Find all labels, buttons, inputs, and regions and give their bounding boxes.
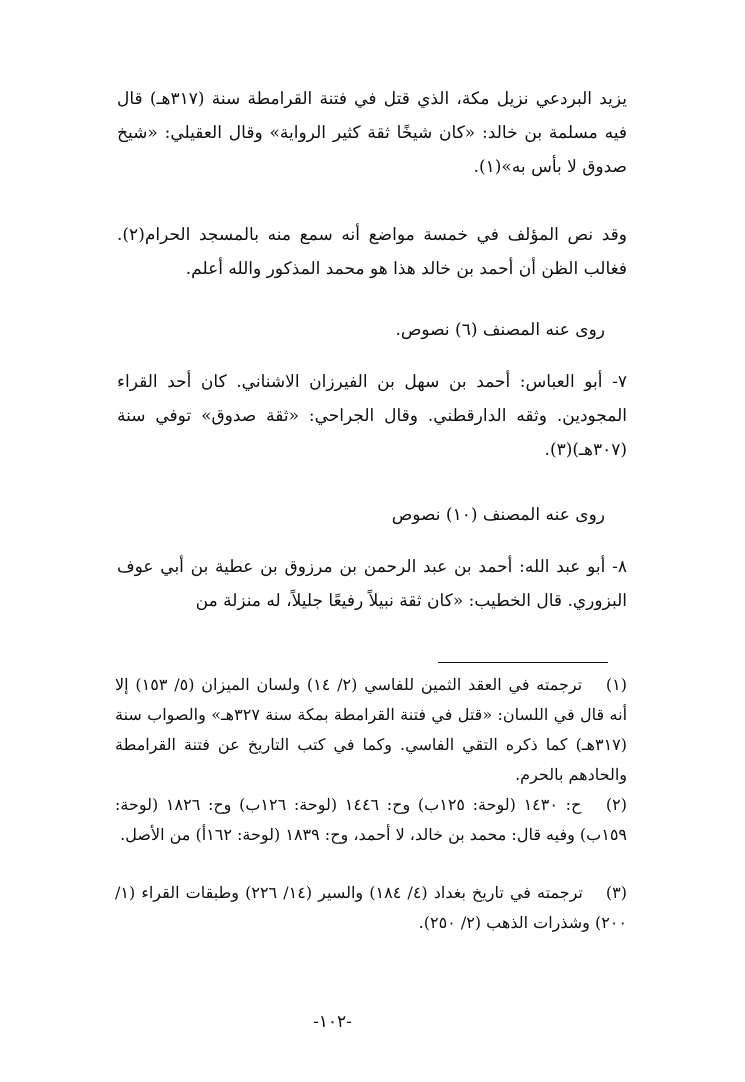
footnote-number: (٣) xyxy=(605,883,628,902)
biography-entry-7: ٧- أبو العباس: أحمد بن سهل بن الفيرزان الاشناني. كان أحد القراء المجودين. وثقه الدارقطني. وقال الجراحي: «ثقة صدوق» توفي سنة (٣٠٧هـ)(٣). xyxy=(117,372,627,460)
biography-entry-8: ٨- أبو عبد الله: أحمد بن عبد الرحمن بن مرزوق بن عطية بن أبي عوف البزوري. قال الخطيب: «كان ثقة نبيلاً رفيعًا جليلاً، له منزلة من xyxy=(117,557,627,611)
page-number: -١٠٢- xyxy=(313,1012,352,1032)
narration-count-1: روى عنه المصنف (٦) نصوص. xyxy=(395,320,605,340)
paragraph-1: يزيد البردعي نزيل مكة، الذي قتل في فتنة القرامطة سنة (٣١٧هـ) قال فيه مسلمة بن خالد: «كان شيخًا ثقة كثير الرواية» وقال العقيلي: «شيخ صدوق لا بأس به»(١). xyxy=(117,89,627,177)
paragraph-2: وقد نص المؤلف في خمسة مواضع أنه سمع منه بالمسجد الحرام(٢). فغالب الظن أن أحمد بن خالد هذا هو محمد المذكور والله أعلم. xyxy=(117,225,627,279)
footnote-text: ترجمته في تاريخ بغداد (٤/ ١٨٤) والسير (١٤/ ٢٢٦) وطبقات القراء (١/ ٢٠٠) وشذرات الذهب (٢/ ٢٥٠). xyxy=(115,883,627,932)
footnote-3 xyxy=(115,878,627,938)
footnote-2 xyxy=(115,790,627,850)
footnote-text: ترجمته في العقد الثمين للفاسي (٢/ ١٤) ولسان الميزان (٥/ ١٥٣) إلا أنه قال في اللسان: «قتل في فتنة القرامطة بمكة سنة ٣٢٧هـ» والصواب سنة (٣١٧هـ) كما ذكره التقي الفاسي. وكما في كتب التاريخ عن فتنة القرامطة والحادهم بالحرم. xyxy=(115,675,628,784)
footnote-number: (٢) xyxy=(605,795,628,814)
narration-count-2: روى عنه المصنف (١٠) نصوص xyxy=(391,505,605,525)
footnote-separator xyxy=(438,662,608,663)
footnote-1 xyxy=(115,670,627,790)
footnote-number: (١) xyxy=(605,675,627,694)
footnote-text: ح: ١٤٣٠ (لوحة: ١٢٥ب) وح: ١٤٤٦ (لوحة: ١٢٦ب) وح: ١٨٢٦ (لوحة: ١٥٩ب) وفيه قال: محمد بن خالد، لا أحمد، وح: ١٨٣٩ (لوحة: ١٦٢أ) من الأصل. xyxy=(115,795,627,844)
